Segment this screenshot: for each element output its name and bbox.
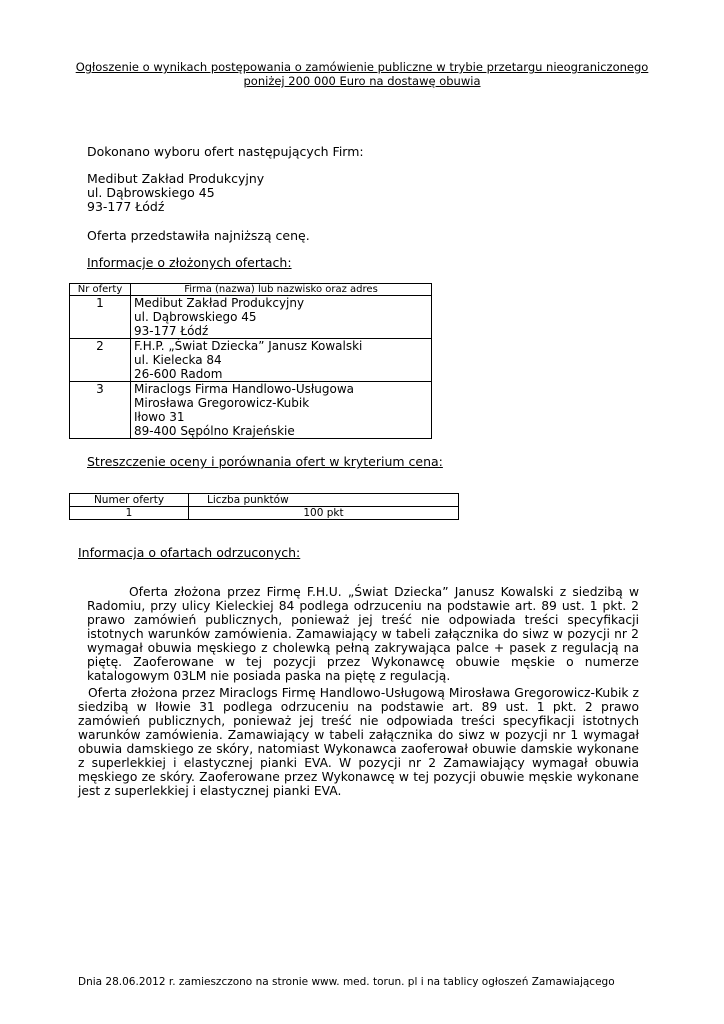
table-row (70, 339, 432, 382)
column-header-nr: Nr oferty (70, 284, 131, 296)
intro-text: Dokonano wyboru ofert następujących Firm: (87, 144, 364, 159)
table-row (70, 296, 432, 339)
title-line-2: poniżej 200 000 Euro na dostawę obuwia (243, 74, 481, 88)
table-header-row (70, 494, 459, 507)
offer-firm (131, 339, 432, 382)
column-header-points: Liczba punktów (189, 494, 459, 507)
document-title (60, 60, 664, 88)
firm-line: Medibut Zakład Produkcyjny (134, 296, 305, 310)
selected-firm-street: ul. Dąbrowskiego 45 (87, 185, 215, 200)
firm-line: ul. Dąbrowskiego 45 (134, 310, 257, 324)
rejected-paragraph-1: Oferta złożona przez Firmę F.H.U. „Świat Dziecka” Janusz Kowalski z siedzibą w Radomiu, przy ulicy Kieleckiej 84 podlega odrzuceniu na podstawie art. 89 ust. 1 pkt. 2 prawo zamówień publicznych, ponieważ jej treść nie odpowiada treści specyfikacji istotnych warunków zamówienia. Zamawiający w tabeli załącznika do siwz w pozycji nr 2 wymagał obuwia męskiego z cholewką pełną zakrywająca palce + pasek z regulacją na piętę. Zaoferowane w tej pozycji przez Wykonawcę obuwie męskie o numerze katalogowym 03LM nie posiada paska na piętę z regulacją. (87, 585, 639, 683)
table-row (70, 382, 432, 439)
score-table (69, 493, 459, 520)
offers-table (69, 283, 432, 439)
summary-heading: Streszczenie oceny i porównania ofert w kryterium cena: (87, 454, 443, 469)
firm-line: Miraclogs Firma Handlowo-Usługowa (134, 382, 355, 396)
selected-firm-city: 93-177 Łódź (87, 199, 165, 214)
firm-line: 93-177 Łódź (134, 324, 209, 338)
offer-firm (131, 382, 432, 439)
column-header-firm: Firma (nazwa) lub nazwisko oraz adres (131, 284, 432, 296)
lowest-price-note: Oferta przedstawiła najniższą cenę. (87, 228, 310, 243)
offer-nr: 2 (70, 339, 131, 382)
firm-line: 26-600 Radom (134, 367, 223, 381)
firm-line: F.H.P. „Świat Dziecka” Janusz Kowalski (134, 339, 363, 353)
selected-firm-name: Medibut Zakład Produkcyjny (87, 171, 265, 186)
offers-heading: Informacje o złożonych ofertach: (87, 255, 292, 270)
footer-note: Dnia 28.06.2012 r. zamieszczono na stronie www. med. torun. pl i na tablicy ogłoszeń Zamawiającego (78, 976, 615, 988)
firm-line: Iłowo 31 (134, 410, 185, 424)
table-row (70, 507, 459, 520)
firm-line: ul. Kielecka 84 (134, 353, 222, 367)
rejected-paragraph-2: Oferta złożona przez Miraclogs Firmę Handlowo-Usługową Mirosława Gregorowicz-Kubik z siedzibą w Iłowie 31 podlega odrzuceniu na podstawie art. 89 ust. 1 pkt. 2 prawo zamówień publicznych, ponieważ jej treść nie odpowiada treści specyfikacji istotnych warunków zamówienia. Zamawiający w tabeli załącznika do siwz w pozycji nr 1 wymagał obuwia damskiego ze skóry, natomiast Wykonawca zaoferował obuwie damskie wykonane z superlekkiej i elastycznej pianki EVA. W pozycji nr 2 Zamawiający wymagał obuwia męskiego ze skóry. Zaoferowane przez Wykonawcę w tej pozycji obuwie męskie wykonane jest z superlekkiej i elastycznej pianki EVA. (78, 686, 639, 798)
score-offer-nr: 1 (70, 507, 189, 520)
offer-nr: 3 (70, 382, 131, 439)
column-header-offer-number: Numer oferty (70, 494, 189, 507)
firm-line: 89-400 Sępólno Krajeńskie (134, 424, 295, 438)
offer-nr: 1 (70, 296, 131, 339)
rejected-heading: Informacja o ofartach odrzuconych: (78, 545, 301, 560)
firm-line: Mirosława Gregorowicz-Kubik (134, 396, 310, 410)
table-header-row (70, 284, 432, 296)
title-line-1: Ogłoszenie o wynikach postępowania o zamówienie publiczne w trybie przetargu nieograniczonego (75, 60, 649, 74)
score-points: 100 pkt (189, 507, 459, 520)
offer-firm (131, 296, 432, 339)
